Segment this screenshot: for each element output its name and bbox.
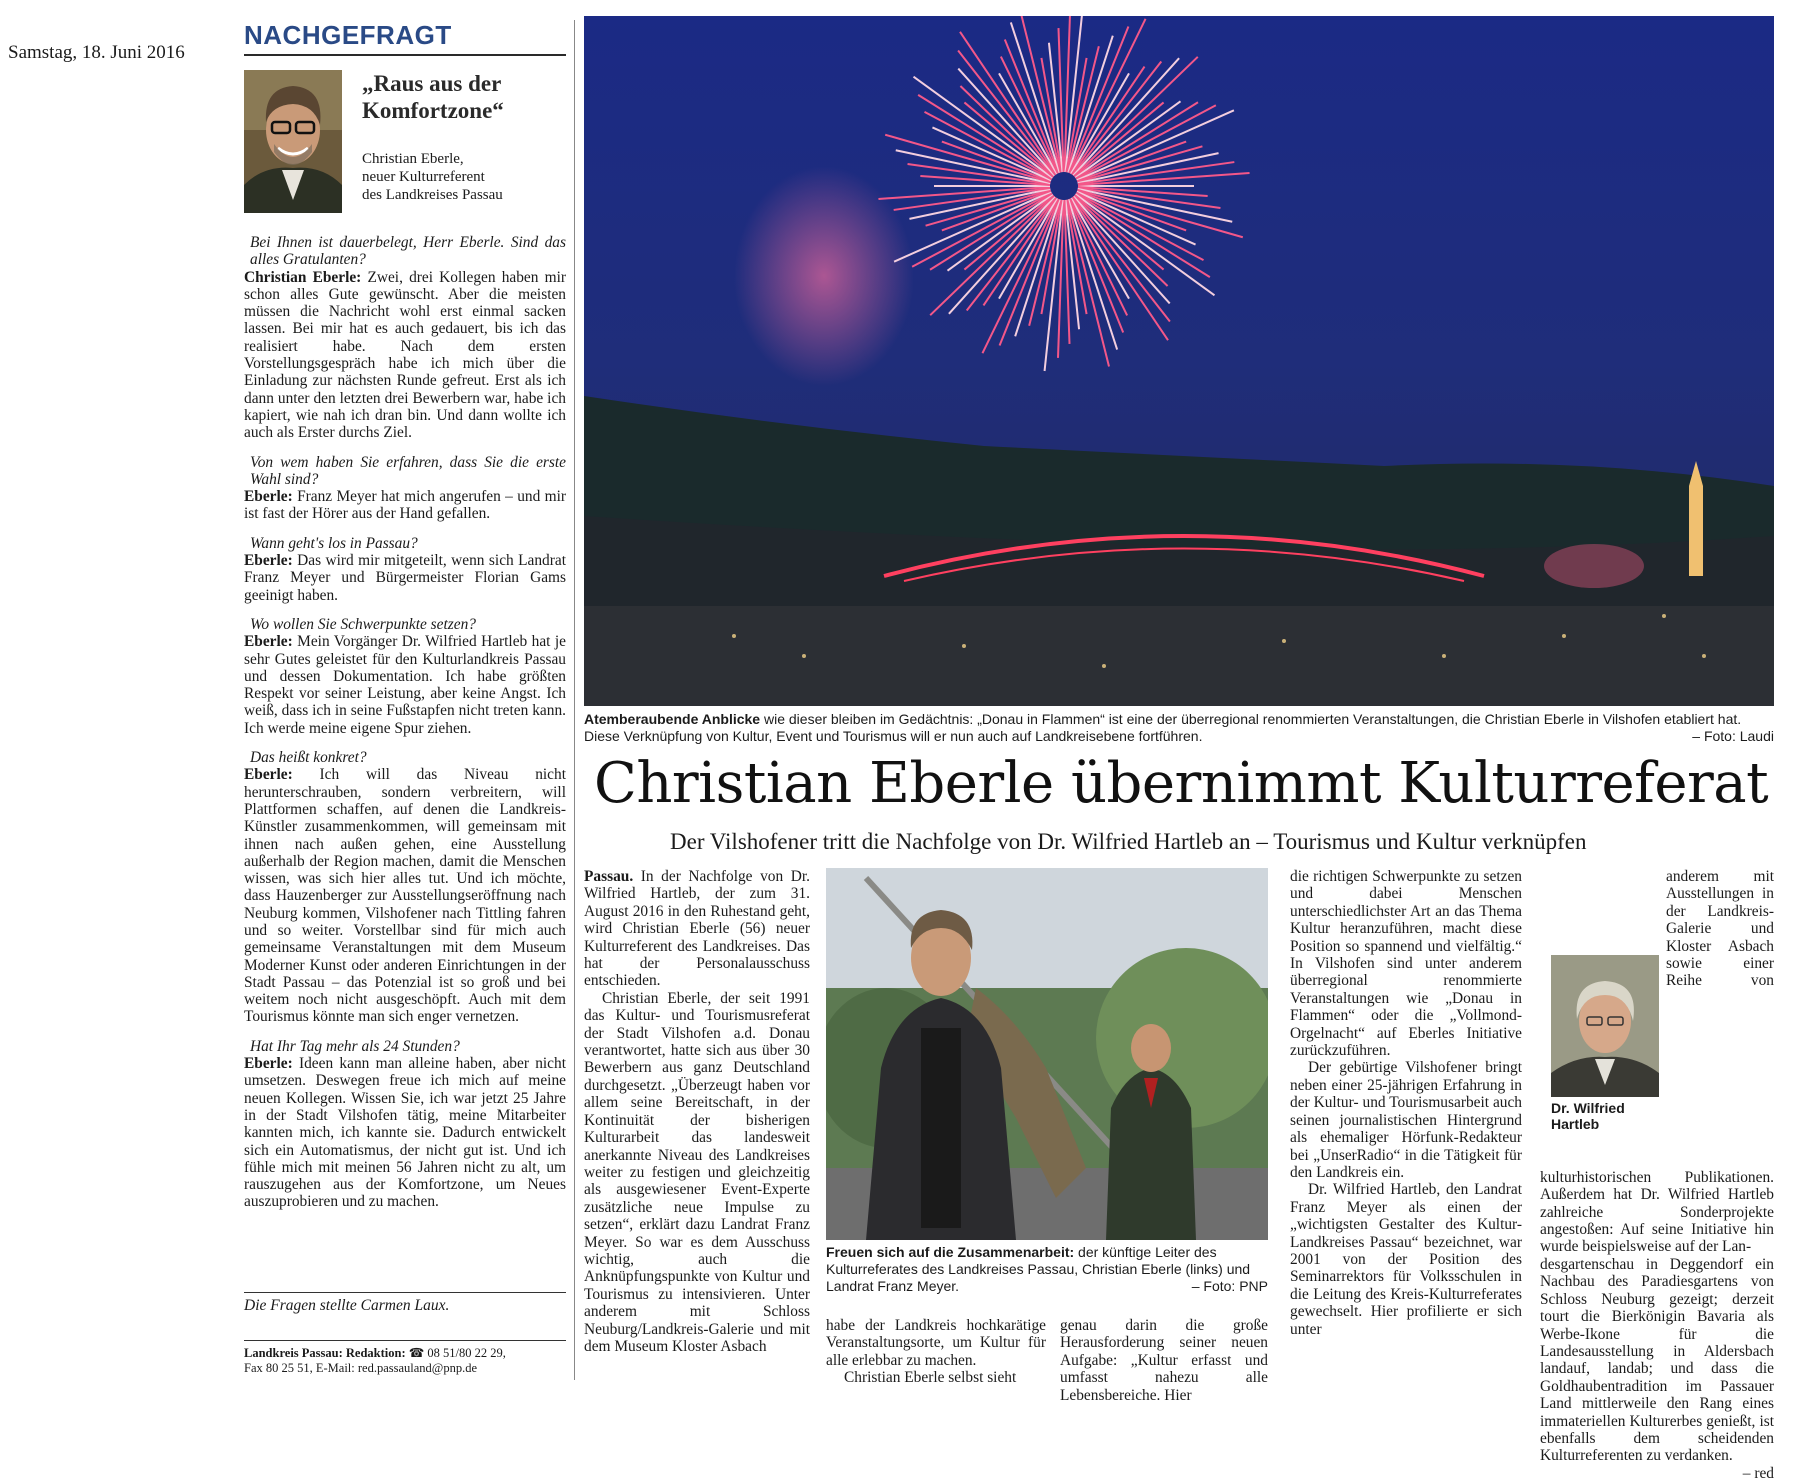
eberle-portrait bbox=[244, 70, 342, 213]
contact-label: Landkreis Passau: Redaktion: bbox=[244, 1346, 406, 1360]
photo-credit: – Foto: PNP bbox=[1191, 1278, 1268, 1294]
answer-text: Franz Meyer hat mich angerufen – und mir ist fast der Hörer aus der Hand gefallen. bbox=[244, 488, 566, 523]
hartleb-caption: Dr. Wilfried Hartleb bbox=[1551, 1100, 1625, 1132]
interview-credit: Die Fragen stellte Carmen Laux. bbox=[244, 1297, 450, 1314]
paragraph: Christian Eberle selbst sieht bbox=[844, 1369, 1017, 1387]
caption-text: der künftige Leiter des Kulturreferates des Landkreises Passau, Christian Eberle (links) und Landrat Franz Meyer. bbox=[826, 1244, 1251, 1294]
speaker: Eberle: bbox=[244, 633, 293, 651]
hartleb-portrait bbox=[1551, 955, 1659, 1097]
interview-body bbox=[244, 234, 566, 1211]
person-name: Christian Eberle, bbox=[362, 151, 464, 167]
issue-date: Samstag, 18. Juni 2016 bbox=[8, 42, 185, 63]
answer-text: Das wird mir mitgeteilt, wenn sich Landrat Franz Meyer und Bürgermeister Florian Gams geeinigt haben. bbox=[244, 552, 566, 604]
article-subhead: Der Vilshofener tritt die Nachfolge von Dr. Wilfried Hartleb an – Tourismus und Kultur verknüpfen bbox=[670, 829, 1587, 854]
credit-rule bbox=[244, 1292, 566, 1293]
author-sign: – red bbox=[1742, 1464, 1774, 1482]
main-photo-caption bbox=[584, 711, 1774, 745]
answer-text: Ich will das Niveau nicht herunterschrauben, sondern verbreitern, will Plattformen schaffen, auf denen die Landkreis-Künstler zusammenkommen, will gemeinsam mit ihnen nach außen gehen, eine Ausstellung außerhalb der Region machen, damit die Menschen wissen, was sich hier alles tut. Und ich möchte, dass Hauzenberger zur Ausstellungseröffnung nach Neuburg kommen, Vilshofener nach Tittling fahren und so weiter. Vorstellbar sind für mich auch gemeinsame Veranstaltungen mit dem Museum Moderner Kunst oder anderen Einrichtungen in der Stadt Passau – das Potenzial ist so groß und bei weitem noch nicht ausgeschöpft. Auch mit dem Tourismus könnte man sich enger vernetzen. bbox=[244, 766, 566, 1026]
article-column-4 bbox=[1290, 868, 1522, 1338]
answer-text: Zwei, drei Kollegen haben mir schon alles Gute gewünscht. Aber die meisten müssen die Nachricht wohl erst einmal sacken lassen. Bei mir hat es auch gedauert, bis ich das realisiert habe. Nach dem ersten Vorstellungsgespräch habe ich mich über die Einladung zur nächsten Runde gefreut. Erst als ich dann unter den letzten drei Bewerbern war, habe ich kapiert, wie nah ich dran bin. Und dann wollte ich auch als Erster durchs Ziel. bbox=[244, 268, 566, 442]
article-headline: Christian Eberle übernimmt Kulturreferat bbox=[594, 751, 1769, 816]
paragraph: Christian Eberle, der seit 1991 das Kultur- und Tourismusreferat der Stadt Vilshofen a.d. Donau verantwortet, hatte sich aus über 30 Bewerbern aus ganz Deutschland durchgesetzt. „Überzeugt haben vor allem seine Bereitschaft, in der Kontinuität der bisherigen Kulturarbeit das landesweit anerkannte Niveau des Landkreises weiter zu festigen und gleichzeitig als ausgewiesener Event-Experte zusätzliche neue Impulse zu setzen“, erklärt dazu Landrat Franz Meyer. So war es dem Ausschuss wichtig, auch die Anknüpfungspunkte von Kultur und Tourismus zu intensivieren. Unter anderem mit Schloss Neuburg/Landkreis-Galerie und mit dem Museum Kloster Asbach bbox=[584, 989, 810, 1355]
speaker: Eberle: bbox=[244, 552, 293, 570]
person-org: des Landkreises Passau bbox=[362, 187, 503, 203]
eberle-meyer-photo bbox=[826, 868, 1268, 1240]
answer-text: Mein Vorgänger Dr. Wilfried Hartleb hat je sehr Gutes geleistet für den Kulturlandkreis Passau und dessen Dokumentation. Ich habe größten Respekt vor seiner Leistung, aber keine Angst. Ich weiß, dass ich in seine Fußstapfen nicht treten kann. Ich werde meine eigene Spur ziehen. bbox=[244, 633, 566, 737]
paragraph: Der gebürtige Vilshofener bringt neben einer 25-jährigen Erfahrung in der Kultur- und Tourismusarbeit auch seinen journalistischen Hintergrund als ehemaliger Hörfunk-Redakteur bei „UnserRadio“ in die Tätigkeit für den Landkreis ein. bbox=[1290, 1059, 1522, 1181]
caption-lead: Atemberaubende Anblicke bbox=[584, 711, 761, 727]
paragraph: anderem mit Ausstellungen in der Landkreis-Galerie und Kloster Asbach sowie einer Reihe von kulturhistorischen Publikationen. Außerdem hat Dr. Wilfried Hartleb zahlreiche Sonderprojekte angestoßen: Auf seine Initiative hin wurde beispielsweise auf der Lan- bbox=[1540, 868, 1774, 1256]
rubric-title: NACHGEFRAGT bbox=[244, 20, 452, 50]
answer bbox=[244, 766, 566, 1025]
speaker: Eberle: bbox=[244, 1055, 293, 1073]
paragraph: Dr. Wilfried Hartleb, den Landrat Franz Meyer als einen der „wichtigsten Gestalter des Kultur-Landkreises Passau“ bezeichnet, war 2001 von der Position des Seminarrektors für Volksschulen in die Leitung des Kreis-Kulturreferates gewechselt. Hier profilierte er sich unter bbox=[1290, 1181, 1522, 1338]
question: Hat Ihr Tag mehr als 24 Stunden? bbox=[250, 1037, 460, 1055]
paragraph: desgartenschau in Deggendorf ein Nachbau des Paradiesgartens von Schloss Neuburg gezeigt; derzeit tourt die Bierkönigin Bavaria als Werbe-Ikone für die Landesausstellung in Aldersbach landauf, landab; und dass die Goldhaubentradition im Passauer Land mittlerweile den Rang eines immateriellen Kulturerbes genießt, ist ebenfalls dem scheidenden Kulturreferenten zu verdanken. bbox=[1540, 1255, 1774, 1465]
speaker: Christian Eberle: bbox=[244, 268, 362, 286]
contact-phone: ☎ 08 51/80 22 29, bbox=[405, 1346, 506, 1360]
fireworks-photo bbox=[584, 16, 1774, 706]
photo-credit: – Foto: Laudi bbox=[1692, 728, 1774, 744]
speaker: Eberle: bbox=[244, 766, 293, 784]
question: Wo wollen Sie Schwerpunkte setzen? bbox=[250, 615, 476, 633]
question: Von wem haben Sie erfahren, dass Sie die erste Wahl sind? bbox=[250, 453, 566, 488]
answer bbox=[244, 488, 566, 523]
caption-lead: Freuen sich auf die Zusammenarbeit: bbox=[826, 1244, 1075, 1260]
column-separator bbox=[574, 20, 575, 1380]
answer bbox=[244, 269, 566, 442]
question: Das heißt konkret? bbox=[250, 749, 367, 767]
answer bbox=[244, 552, 566, 604]
article-column-1 bbox=[584, 868, 810, 1355]
contact-email: Fax 80 25 51, E-Mail: red.passauland@pnp.de bbox=[244, 1361, 477, 1375]
caption-text: wie dieser bleiben im Gedächtnis: „Donau in Flammen“ ist eine der überregional renommierten Veranstaltungen, die Christian Eberle in Vilshofen etabliert hat. Diese Verknüpfung von Kultur, Event und Tourismus will er nun auch auf Landkreisebene fortführen. bbox=[584, 711, 1742, 744]
paragraph: habe der Landkreis hochkarätige Veranstaltungsorte, um Kultur für alle erlebbar zu machen. bbox=[826, 1317, 1046, 1369]
answer bbox=[244, 1055, 566, 1211]
paragraph: genau darin die große Herausforderung seiner neuen Aufgabe: „Kultur erfasst und umfasst nahezu alle Lebensbereiche. Hier bbox=[1060, 1317, 1268, 1404]
question: Bei Ihnen ist dauerbelegt, Herr Eberle. Sind das alles Gratulanten? bbox=[250, 234, 566, 269]
article-column-3 bbox=[1060, 1317, 1268, 1404]
paragraph: In der Nachfolge von Dr. Wilfried Hartleb, der zum 31. August 2016 in den Ruhestand geht, wird Christian Eberle (56) neuer Kulturreferent des Landkreises. Das hat der Personalausschuss entschieden. bbox=[584, 868, 810, 990]
paragraph: die richtigen Schwerpunkte zu setzen und dabei Menschen unterschiedlichster Art an das Thema Kultur heranzuführen, macht diese Position so spannend und vielfältig.“ In Vilshofen sind unter anderem überregional renommierte Veranstaltungen wie „Donau in Flammen“ oder die „Vollmond-Orgelnacht“ auf Eberles Initiative zurückzuführen. bbox=[1290, 868, 1522, 1060]
contact-box bbox=[244, 1346, 566, 1376]
person-role: neuer Kulturreferent bbox=[362, 169, 485, 185]
interview-quote: „Raus aus der Komfortzone“ bbox=[362, 71, 504, 123]
contact-rule bbox=[244, 1340, 566, 1341]
dateline: Passau. bbox=[584, 868, 634, 885]
speaker: Eberle: bbox=[244, 488, 293, 506]
answer-text: Ideen kann man alleine haben, aber nicht umsetzen. Deswegen freue ich mich auf meine neuen Kollegen. Wissen Sie, ich war jetzt 25 Jahre in der Stadt Vilshofen tätig, meine Mitarbeiter kannten mich, ich kannte sie. Dadurch entwickelt sich ein Automatismus, der nicht gut ist. Und ich fühle mich mit meinen 56 Jahren nicht zu alt, um rauszugehen aus der Komfortzone, um Neues auszuprobieren und zu machen. bbox=[244, 1055, 566, 1211]
article-column-2 bbox=[826, 1317, 1046, 1387]
second-photo-caption bbox=[826, 1244, 1268, 1295]
answer bbox=[244, 633, 566, 737]
question: Wann geht's los in Passau? bbox=[250, 534, 418, 552]
interview-person bbox=[362, 150, 562, 204]
rubric-rule bbox=[244, 54, 566, 56]
